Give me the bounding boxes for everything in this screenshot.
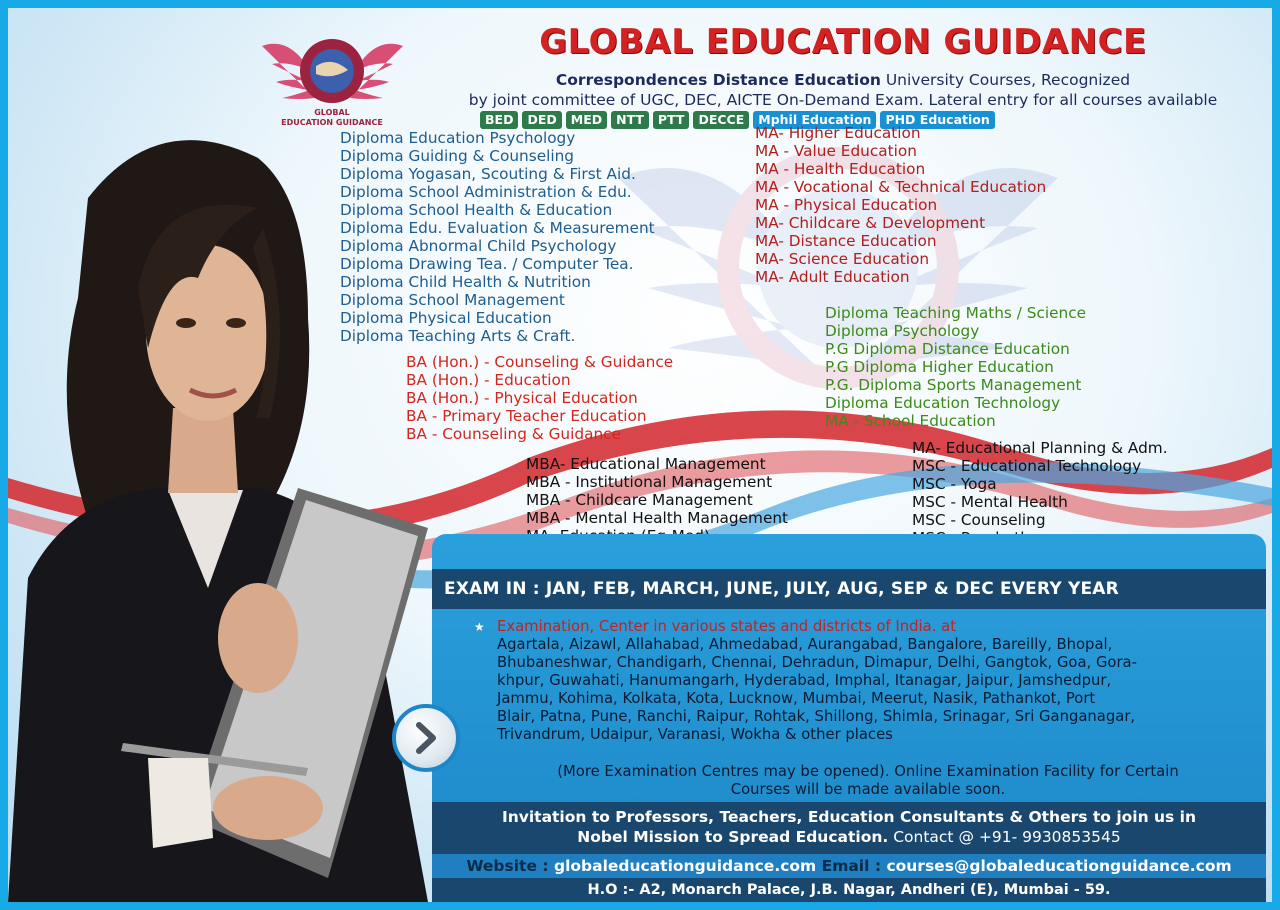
logo-text-line1: GLOBAL (314, 108, 350, 117)
arrow-right-icon (411, 721, 441, 755)
list-item: MA - Physical Education (755, 196, 938, 214)
exam-note-line2: Courses will be made available soon. (730, 781, 1006, 798)
poster (8, 8, 1272, 902)
list-item: MA- Science Education (755, 250, 930, 268)
list-item: MA- Educational Planning & Adm. (912, 439, 1168, 457)
list-item: MSC - Yoga (912, 475, 997, 493)
course-tag: DECCE (693, 111, 749, 129)
list-item: Trivandrum, Udaipur, Varanasi, Wokha & other places (497, 726, 893, 743)
logo-text-line2: EDUCATION GUIDANCE (281, 118, 383, 127)
course-tag: NTT (611, 111, 649, 129)
exam-note (478, 763, 1258, 799)
list-item: Diploma School Administration & Edu. (340, 183, 632, 201)
list-item: MBA - Mental Health Management (526, 509, 789, 527)
list-item: MSC - Counseling (912, 511, 1046, 529)
global-education-guidance-logo (260, 26, 405, 131)
list-item: Diploma Child Health & Nutrition (340, 273, 591, 291)
list-item: Diploma School Management (340, 291, 565, 309)
website-link[interactable]: globaleducationguidance.com (553, 857, 817, 875)
list-item: Diploma Education Psychology (340, 129, 576, 147)
list-item: MA - Health Education (755, 160, 926, 178)
list-item: Diploma School Health & Education (340, 201, 613, 219)
list-item: Diploma Education Technology (825, 394, 1061, 412)
list-item: BA (Hon.) - Physical Education (406, 389, 638, 407)
list-item: Blair, Patna, Pune, Ranchi, Raipur, Rohtak, Shillong, Shimla, Srinagar, Sri Ganganagar, (497, 708, 1136, 725)
subtitle-bold: Correspondences Distance Education (555, 71, 881, 89)
list-item: P.G Diploma Distance Education (825, 340, 1070, 358)
course-tag: MED (566, 111, 607, 129)
list-item: Diploma Edu. Evaluation & Measurement (340, 219, 655, 237)
email-label: Email : (821, 857, 882, 875)
list-item: Bhubaneshwar, Chandigarh, Chennai, Dehradun, Dimapur, Delhi, Gangtok, Goa, Gora- (497, 654, 1137, 671)
diploma-course-list (340, 129, 655, 345)
list-item: Diploma Psychology (825, 322, 980, 340)
course-tag: PHD Education (880, 111, 994, 129)
list-item: MA - Value Education (755, 142, 917, 160)
star-icon: ★ (474, 620, 485, 634)
next-arrow-button[interactable] (392, 704, 460, 772)
list-item: BA (Hon.) - Counseling & Guidance (406, 353, 674, 371)
exam-schedule-bar: EXAM IN : JAN, FEB, MARCH, JUNE, JULY, AUG, SEP & DEC EVERY YEAR (432, 569, 1266, 609)
ba-course-list (406, 353, 673, 443)
list-item: Diploma Yogasan, Scouting & First Aid. (340, 165, 636, 183)
list-item: Diploma Teaching Maths / Science (825, 304, 1087, 322)
ma-course-list (755, 124, 1046, 286)
subtitle-line-2: by joint committee of UGC, DEC, AICTE On-Demand Exam. Lateral entry for all courses available (468, 91, 1218, 109)
list-item: Diploma Drawing Tea. / Computer Tea. (340, 255, 634, 273)
list-item: MA- Higher Education (755, 124, 921, 142)
list-item: MA - Vocational & Technical Education (755, 178, 1047, 196)
head-office-address: H.O :- A2, Monarch Palace, J.B. Nagar, Andheri (E), Mumbai - 59. (432, 878, 1266, 902)
list-item: BA (Hon.) - Education (406, 371, 571, 389)
course-tag: DED (522, 111, 561, 129)
list-item: MA- Distance Education (755, 232, 937, 250)
list-item: MA- Adult Education (755, 268, 910, 286)
list-item: Diploma Guiding & Counseling (340, 147, 575, 165)
website-label: Website : (466, 857, 549, 875)
list-item: MBA - Institutional Management (526, 473, 773, 491)
list-item: BA - Counseling & Guidance (406, 425, 621, 443)
subtitle-rest: University Courses, Recognized (880, 71, 1131, 89)
list-item: Diploma Teaching Arts & Craft. (340, 327, 576, 345)
exam-note-line1: (More Examination Centres may be opened). Online Examination Facility for Certain (557, 763, 1179, 780)
list-item: P.G. Diploma Sports Management (825, 376, 1082, 394)
list-item: Diploma Physical Education (340, 309, 552, 327)
list-item: MBA- Educational Management (526, 455, 766, 473)
page-title: GLOBAL EDUCATION GUIDANCE (539, 22, 1147, 62)
list-item: MA - School Education (825, 412, 996, 430)
list-item: Diploma Abnormal Child Psychology (340, 237, 617, 255)
list-item: BA - Primary Teacher Education (406, 407, 647, 425)
course-tag: Mphil Education (753, 111, 876, 129)
exam-centres-cities (497, 636, 1218, 744)
course-tag: BED (480, 111, 518, 129)
invitation-bar (432, 802, 1266, 854)
list-item: MBA - Childcare Management (526, 491, 753, 509)
exam-centres (478, 618, 1218, 744)
contact-bar (432, 854, 1266, 878)
course-tag: PTT (653, 111, 690, 129)
list-item: MSC - Mental Health (912, 493, 1068, 511)
list-item: P.G Diploma Higher Education (825, 358, 1054, 376)
subtitle-line-1 (428, 71, 1258, 89)
list-item: MSC - Educational Technology (912, 457, 1142, 475)
list-item: Agartala, Aizawl, Allahabad, Ahmedabad, Aurangabad, Bangalore, Bareilly, Bhopal, (497, 636, 1113, 653)
list-item: Jammu, Kohima, Kolkata, Kota, Lucknow, Mumbai, Meerut, Nasik, Pathankot, Port (497, 690, 1096, 707)
pg-course-list (825, 304, 1086, 430)
list-item: khpur, Guwahati, Hanumangarh, Hyderabad, Imphal, Itanagar, Jaipur, Jamshedpur, (497, 672, 1112, 689)
invitation-line2: Nobel Mission to Spread Education. Contact @ +91- 9930853545 (577, 828, 1121, 846)
exam-centres-heading: Examination, Center in various states and districts of India. at (497, 618, 957, 635)
email-link[interactable]: courses@globaleducationguidance.com (886, 857, 1232, 875)
list-item: MA- Childcare & Development (755, 214, 986, 232)
invitation-line1: Invitation to Professors, Teachers, Education Consultants & Others to join us in (501, 808, 1197, 826)
